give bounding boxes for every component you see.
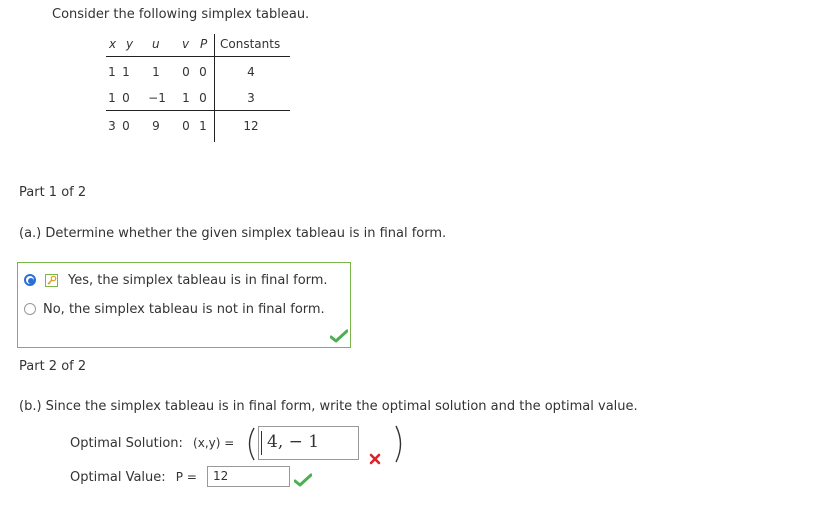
cell: 3 [247, 91, 255, 105]
header-p: P [200, 37, 208, 51]
cell: 0 [182, 65, 190, 79]
cell: 4 [247, 65, 255, 79]
optimal-value-label [70, 470, 197, 485]
cell: −1 [148, 91, 166, 105]
cell: 12 [243, 119, 259, 133]
value-var: P = [175, 470, 197, 484]
option-yes-label[interactable]: Yes, the simplex tableau is in final form. [68, 273, 328, 288]
solution-vars: (x,y) = [193, 436, 235, 450]
cell: 0 [182, 119, 190, 133]
optimal-solution-value: 4, − 1 [267, 432, 320, 452]
cell: 1 [199, 119, 207, 133]
key-icon [45, 274, 58, 287]
incorrect-x-icon [369, 453, 381, 469]
optimal-solution-input[interactable] [258, 426, 359, 460]
correct-check-icon [294, 473, 312, 491]
constants-divider [214, 34, 215, 142]
prompt-text: Consider the following simplex tableau. [52, 7, 310, 22]
correct-check-icon [330, 329, 348, 347]
cell: 1 [108, 91, 116, 105]
part-2-question: (b.) Since the simplex tableau is in final form, write the optimal solution and the optimal value. [19, 399, 638, 414]
radio-no[interactable] [24, 303, 36, 315]
header-divider [106, 56, 290, 57]
cell: 0 [199, 91, 207, 105]
header-v: v [182, 37, 190, 51]
objective-divider [106, 110, 290, 111]
cell: 9 [152, 119, 160, 133]
cell: 1 [108, 65, 116, 79]
optimal-value-value: 12 [213, 469, 229, 483]
part-2-label: Part 2 of 2 [19, 359, 87, 374]
text-cursor [261, 431, 262, 455]
optimal-solution-label [70, 436, 234, 451]
cell: 1 [152, 65, 160, 79]
right-paren-icon [393, 424, 407, 464]
header-constants: Constants [220, 37, 281, 51]
simplex-tableau [106, 34, 291, 142]
answer-box-part-1 [17, 262, 351, 348]
left-paren-icon [243, 426, 257, 462]
cell: 3 [108, 119, 116, 133]
cell: 1 [122, 65, 130, 79]
cell: 0 [122, 119, 130, 133]
cell: 1 [182, 91, 190, 105]
header-x: x [109, 37, 117, 51]
cell: 0 [122, 91, 130, 105]
option-no-label[interactable]: No, the simplex tableau is not in final form. [43, 302, 325, 317]
header-y: y [126, 37, 134, 51]
header-u: u [152, 37, 160, 51]
part-1-label: Part 1 of 2 [19, 185, 87, 200]
optimal-solution-text: Optimal Solution: [70, 436, 183, 451]
radio-yes[interactable] [24, 274, 36, 286]
cell: 0 [199, 65, 207, 79]
optimal-value-input[interactable] [207, 466, 290, 487]
part-1-question: (a.) Determine whether the given simplex tableau is in final form. [19, 226, 447, 241]
optimal-value-text: Optimal Value: [70, 470, 166, 485]
